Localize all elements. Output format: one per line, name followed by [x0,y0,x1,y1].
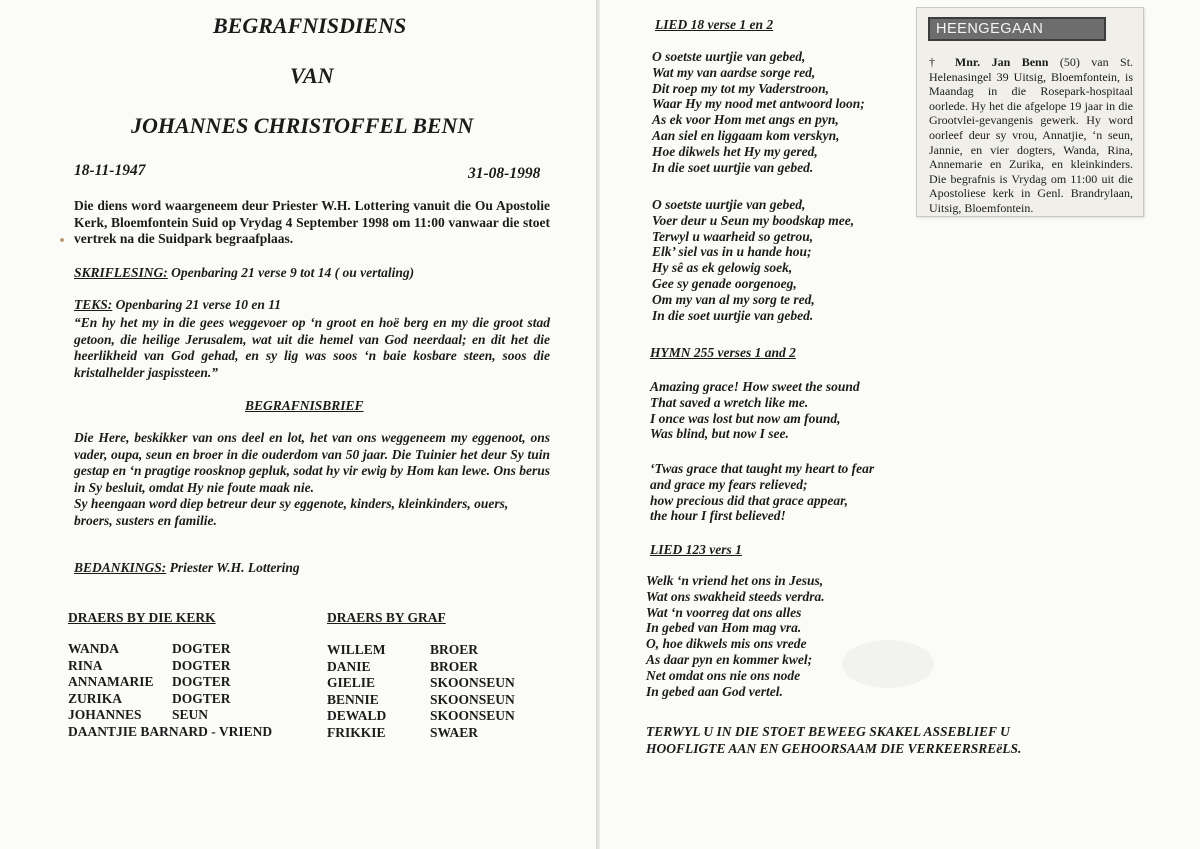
bearer-relation: BROER [430,642,479,657]
bearer-name: BENNIE [327,691,379,707]
title-line-1: BEGRAFNISDIENS [213,13,407,38]
table-row [327,692,515,709]
clipping-text [929,55,1133,216]
letter-heading: BEGRAFNISBRIEF [245,398,364,413]
bearer-name: DEWALD [327,708,387,723]
church-bearers-table [68,641,272,740]
bearer-relation: SKOONSEUN [430,691,515,707]
show-through-mark [842,640,934,688]
verse-line: Hoe dikwels het Hy my gered, [652,143,818,159]
verse-line: That saved a wretch like me. [650,394,809,410]
verse-line: how precious did that grace appear, [650,492,849,508]
bearer-name: DANIE [327,658,371,674]
newspaper-clipping [916,7,1144,217]
title-line-3: JOHANNES CHRISTOFFEL BENN [131,113,474,138]
verse-line: Om my van al my sorg te red, [652,291,815,307]
verse-line: Net omdat ons nie ons node [646,667,801,683]
table-row [68,641,272,658]
verse-line: O soetste uurtjie van gebed, [652,49,806,64]
thanks-label: BEDANKINGS: [74,560,167,575]
hymn-verse-2 [650,461,874,524]
verse-line: Welk ‘n vriend het ons in Jesus, [646,573,824,588]
verse-line: Terwyl u waarheid so getrou, [652,228,814,244]
reading-label: SKRIFLESING: [74,265,168,280]
hymn-verse-1 [650,379,860,442]
bearer-relation: SWAER [430,724,479,740]
verse-line: In die soet uurtjie van gebed. [652,307,814,323]
dagger-icon: † [929,55,944,69]
date-born: 18-11-1947 [74,162,146,179]
bearer-name: FRIKKIE [327,724,386,740]
bearer-relation: SKOONSEUN [430,675,515,690]
bearer-name: ZURIKA [68,690,123,706]
page-fold [596,0,600,849]
table-row [327,659,515,676]
bearer-relation: SEUN [172,707,209,722]
grave-bearers-heading: DRAERS BY GRAF [327,610,446,625]
bearer-relation: SKOONSEUN [430,708,515,723]
table-row [68,707,272,724]
verse-line: O, hoe dikwels mis ons vrede [646,636,807,652]
verse-line: Wat ‘n voorreg dat ons alles [646,604,802,620]
bearer-name: DAANTJIE BARNARD - VRIEND [68,723,273,739]
verse-line: Gee sy genade oorgenoeg, [652,275,797,291]
clipping-header: HEENGEGAAN [936,21,1044,37]
verse-line: O soetste uurtjie van gebed, [652,197,806,212]
table-row [327,708,515,725]
closing-line-1: TERWYL U IN DIE STOET BEWEEG SKAKEL ASSEBLIEF U [646,724,1010,739]
text-label: TEKS: [74,297,113,312]
bearer-name: WANDA [68,641,120,656]
closing-line-2: HOOFLIGTE AAN EN GEHOORSAAM DIE VERKEERSREëLS. [646,741,1022,756]
verse-line: Hy sê as ek gelowig soek, [652,260,793,276]
song1-verse-2 [652,197,854,323]
verse-line: In die soet uurtjie van gebed. [652,159,814,175]
bearer-relation: DOGTER [172,657,231,673]
bearer-name: ANNAMARIE [68,674,154,689]
verse-line: I once was lost but now am found, [650,410,841,426]
text-value: Openbaring 21 verse 10 en 11 [115,297,282,312]
paper-speck [60,238,64,242]
thanks-line [74,560,300,576]
clipping-header-box [928,17,1106,41]
church-bearers-heading: DRAERS BY DIE KERK [68,610,216,625]
verse-line: ‘Twas grace that taught my heart to fear [650,461,875,476]
bearer-name: GIELIE [327,675,376,690]
scripture-quote: “En hy het my in die gees weggevoer op ‘n groot en hoë berg en my die groot stad getoon, die heilige Jerusalem, wat uit die hemel van God neerdaal; en dit het die heerlikheid van God gehad, en sy lig was soos ‘n baie kosbare steen, soos die kristalhelder jaspissteen.” [74,315,550,380]
grave-bearers-table [327,642,515,741]
verse-line: Wat ons swakheid steeds verdra. [646,588,825,604]
clipping-name: Mnr. Jan Benn [954,55,1049,69]
reading-value: Openbaring 21 verse 9 tot 14 ( ou vertaling) [171,265,415,280]
table-row [327,725,515,742]
thanks-value: Priester W.H. Lottering [169,560,300,575]
title-line-2: VAN [290,63,334,88]
table-row [68,691,272,708]
verse-line: In gebed aan God vertel. [646,683,783,699]
verse-line: Amazing grace! How sweet the sound [650,379,860,394]
bearer-name: JOHANNES [68,707,142,722]
letter-paragraph-2: Sy heengaan word diep betreur deur sy eggenote, kinders, kleinkinders, ouers, broers, susters en familie. [74,496,509,528]
table-row [327,642,515,659]
song1-heading: LIED 18 verse 1 en 2 [655,17,774,32]
verse-line: and grace my fears relieved; [650,476,808,492]
date-died: 31-08-1998 [468,165,541,182]
verse-line: Elk’ siel vas in u hande hou; [652,244,812,260]
verse-line: Waar Hy my nood met antwoord loon; [652,96,865,112]
table-row [68,724,272,741]
song1-verse-1 [652,49,865,175]
letter-paragraph-1: Die Here, beskikker van ons deel en lot, het van ons weggeneem my eggenoot, ons vader, oupa, seun en broer in die ouderdom van 50 jaar. Die Tuinier het deur Sy tuin gestap en ‘n pragtige roosknop gepluk, sodat hy vir ewig by Hom kan lewe. Ons berus in Sy besluit, omdat Hy nie foute maak nie. [74,430,550,495]
bearer-relation: DOGTER [172,641,231,656]
verse-line: As daar pyn en kommer kwel; [646,651,813,667]
song2-heading: LIED 123 vers 1 [650,542,742,557]
bearer-name: WILLEM [327,642,386,657]
verse-line: Dit roep my tot my Vaderstroon, [652,80,830,96]
verse-line: the hour I first believed! [650,508,786,524]
verse-line: In gebed van Hom mag vra. [646,620,802,636]
verse-line: Wat my van aardse sorge red, [652,64,816,80]
bearer-relation: DOGTER [172,674,231,689]
bearer-relation: DOGTER [172,690,231,706]
table-row [68,658,272,675]
service-info: Die diens word waargeneem deur Priester W.H. Lottering vanuit die Ou Apostolie Kerk, Bloemfontein Suid op Vrydag 4 September 1998 om 11:00 vanwaar die stoet vertrek na die Suidpark begraafplaas. [74,198,550,246]
song2-verse-1 [646,573,825,699]
table-row [68,674,272,691]
verse-line: Was blind, but now I see. [650,426,789,442]
verse-line: Aan siel en liggaam kom verskyn, [652,127,840,143]
bearer-name: RINA [68,657,103,673]
reading-line [74,265,414,281]
verse-line: Voer deur u Seun my boodskap mee, [652,212,855,228]
bearer-relation: BROER [430,658,479,674]
table-row [327,675,515,692]
hymn-heading: HYMN 255 verses 1 and 2 [650,345,796,360]
text-line [74,297,281,313]
verse-line: As ek voor Hom met angs en pyn, [652,112,839,128]
clipping-body: (50) van St. Helenasingel 39 Uitsig, Bloemfontein, is Maandag in die Rosepark-hospitaal oorlede. Hy het die afgelope 19 jaar in die Grootvlei-gevangenis gewerk. Hy word oorleef deur sy vrou, Annatjie, ‘n seun, Jannie, en vier dogters, Wanda, Rina, Annemarie en Zurika, en kleinkinders. Die begrafnis is Vrydag om 11:00 uit die Apostoliese kerk in Genl. Brandrylaan, Uitsig, Bloemfontein. [929,55,1134,215]
